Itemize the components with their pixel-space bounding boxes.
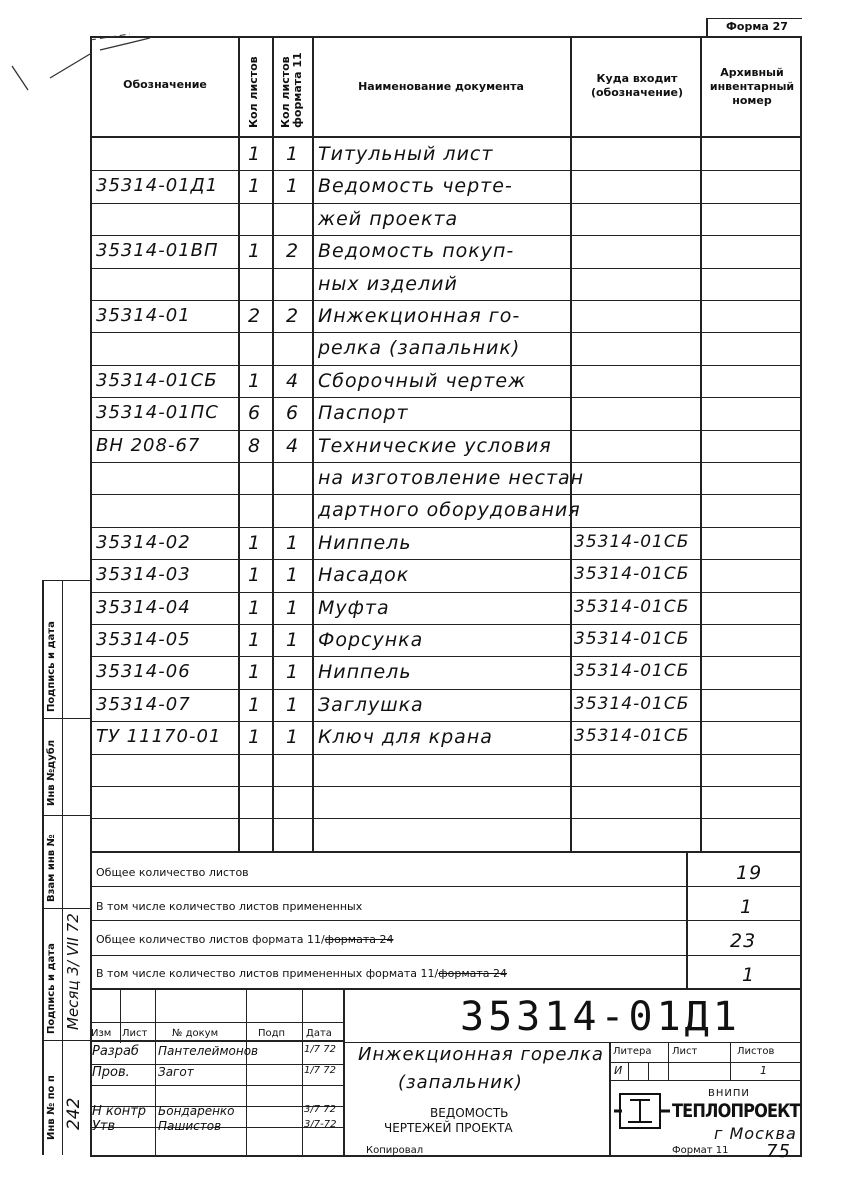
row-where-used: 35314-01СБ xyxy=(574,596,690,617)
org-small: ВНИПИ xyxy=(708,1088,750,1099)
summary-label-2: В том числе количество листов примененных xyxy=(96,900,363,913)
tb-h2 xyxy=(90,1040,345,1042)
row-divider xyxy=(90,462,802,463)
tb-v2 xyxy=(155,988,156,1155)
row-sheets: 6 xyxy=(248,402,262,425)
row-designation: 35314-07 xyxy=(96,693,191,715)
summary-value-4: 1 xyxy=(742,964,756,986)
form-box-top xyxy=(706,18,802,19)
doc-code: 35314-01Д1 xyxy=(460,994,741,1040)
header-format-count: Кол листов формата 11 xyxy=(279,52,304,128)
row-name: на изготовление нестан xyxy=(318,467,585,489)
header-sheet-count: Кол листов xyxy=(247,56,260,128)
header-doc-name: Наименование документа xyxy=(358,80,524,93)
strip-sep-3 xyxy=(42,908,92,909)
row-sheets: 1 xyxy=(248,175,262,198)
row-designation: 35314-05 xyxy=(96,629,191,650)
row-sheets: 2 xyxy=(248,305,262,327)
row-name: Ключ для крана xyxy=(318,726,493,749)
col-sep-5 xyxy=(700,36,702,851)
row-divider xyxy=(90,592,802,593)
row-designation: 35314-03 xyxy=(96,564,191,586)
tb-role: Пров. xyxy=(92,1065,130,1080)
row-name: релка (запальник) xyxy=(318,337,521,360)
row-sheets: 1 xyxy=(248,531,262,554)
strip-vzam-inv: Взам инв № xyxy=(46,834,57,902)
row-format: 1 xyxy=(286,564,300,587)
row-divider xyxy=(90,656,802,657)
row-sheets: 1 xyxy=(248,726,262,749)
row-designation: 35314-04 xyxy=(96,596,191,618)
row-name: Сборочный чертеж xyxy=(318,369,527,392)
row-designation: 35314-01СБ xyxy=(96,369,218,391)
summary-value-3: 23 xyxy=(730,930,757,952)
tb-h4 xyxy=(90,1085,345,1086)
tb-name: Пашистов xyxy=(158,1119,222,1133)
tb-v3 xyxy=(246,988,247,1155)
litera-value: И xyxy=(614,1064,623,1077)
row-where-used: 35314-01СБ xyxy=(574,661,690,682)
tb-right-h2 xyxy=(609,1062,802,1063)
tb-right-v1 xyxy=(609,1042,611,1155)
summary-line-3 xyxy=(90,955,802,956)
tb-col-izm: Изм xyxy=(91,1028,112,1039)
row-divider xyxy=(90,300,802,301)
tb-v4 xyxy=(302,988,303,1155)
row-format: 1 xyxy=(286,726,300,749)
row-divider xyxy=(90,689,802,690)
tb-col-docnum: № докум xyxy=(172,1028,219,1039)
row-divider xyxy=(90,332,802,333)
row-format: 1 xyxy=(286,693,300,716)
row-divider xyxy=(90,397,802,398)
strip-inv-dubl: Инв №дубл xyxy=(46,739,57,806)
row-designation: 35314-01 xyxy=(96,305,191,326)
row-divider xyxy=(90,818,802,819)
row-format: 1 xyxy=(286,596,300,619)
doc-type-1: ВЕДОМОСТЬ xyxy=(430,1106,509,1120)
row-sheets: 1 xyxy=(248,596,262,619)
row-where-used: 35314-01СБ xyxy=(574,693,690,714)
listov-value: 1 xyxy=(760,1064,767,1077)
tb-main-sep xyxy=(343,988,345,1155)
row-name: Паспорт xyxy=(318,402,409,425)
strip-sep-1 xyxy=(42,718,92,719)
row-format: 4 xyxy=(286,434,300,457)
tb-name: Пантелеймонов xyxy=(158,1044,259,1058)
tb-litera-cell-1 xyxy=(628,1062,629,1080)
row-divider xyxy=(90,494,802,495)
summary-label-1: Общее количество листов xyxy=(96,866,249,879)
strip-inv-handwritten: 242 xyxy=(64,1097,84,1130)
row-name: дартного оборудования xyxy=(318,499,581,522)
listov-label: Листов xyxy=(737,1046,775,1057)
tb-col-sign: Подп xyxy=(258,1028,286,1039)
strip-left xyxy=(42,580,44,1155)
row-name: Ниппель xyxy=(318,531,412,554)
summary-label-3: Общее количество листов формата 11/формата 24 xyxy=(96,933,394,946)
form-box-left xyxy=(706,18,708,36)
footer-page-mark: 75 xyxy=(766,1141,791,1162)
row-where-used: 35314-01СБ xyxy=(574,531,690,552)
col-sep-4 xyxy=(570,36,572,851)
tb-h1 xyxy=(90,1022,345,1023)
row-designation: 35314-02 xyxy=(96,531,191,553)
row-divider xyxy=(90,365,802,366)
row-designation: 35314-01Д1 xyxy=(96,175,219,197)
tb-right-v2 xyxy=(668,1042,669,1080)
row-name: Ведомость покуп- xyxy=(318,240,515,263)
tb-role: Н контр xyxy=(92,1104,147,1119)
row-designation: 35314-06 xyxy=(96,661,191,683)
header-bottom-line xyxy=(90,136,802,138)
row-divider xyxy=(90,430,802,431)
row-format: 1 xyxy=(286,629,300,651)
summary-line-2 xyxy=(90,920,802,921)
summary-label-4: В том числе количество листов примененных формата 11/формата 24 xyxy=(96,967,508,980)
list-label: Лист xyxy=(672,1046,698,1057)
strip-top xyxy=(42,580,92,581)
row-format: 1 xyxy=(286,531,300,554)
row-format: 1 xyxy=(286,661,300,684)
row-divider xyxy=(90,527,802,528)
row-where-used: 35314-01СБ xyxy=(574,564,690,585)
tb-v1 xyxy=(120,988,121,1043)
org-name: ТЕПЛОПРОЕКТ xyxy=(672,1100,800,1122)
row-divider xyxy=(90,786,802,787)
strip-sign-date-1: Подпись и дата xyxy=(46,621,57,712)
row-name: жей проекта xyxy=(318,207,459,230)
tb-role: Утв xyxy=(92,1119,116,1134)
row-name: Муфта xyxy=(318,596,390,619)
row-name: Форсунка xyxy=(318,629,424,651)
row-name: Ведомость чертe- xyxy=(318,175,513,198)
strip-sep-4 xyxy=(42,1040,92,1041)
row-name: ных изделий xyxy=(318,272,458,295)
row-divider xyxy=(90,721,802,722)
col-sep-3 xyxy=(312,36,314,851)
tb-date: 1/7 72 xyxy=(304,1044,336,1055)
product-name-2: (запальник) xyxy=(398,1072,523,1093)
row-name: Технические условия xyxy=(318,434,552,457)
row-designation: 35314-01ВП xyxy=(96,240,219,262)
tb-date: 3/7-72 xyxy=(304,1119,337,1130)
strip-sign-handwritten: Месяц 3/ VII 72 xyxy=(64,913,82,1030)
row-designation: ТУ 11170-01 xyxy=(96,726,222,748)
product-name-1: Инжекционная горелка xyxy=(358,1044,604,1065)
litera-label: Литера xyxy=(613,1046,652,1057)
row-divider xyxy=(90,268,802,269)
tb-right-v3 xyxy=(730,1042,731,1080)
city: г Москва xyxy=(714,1124,797,1143)
strip-inv-orig: Инв № по п xyxy=(46,1075,57,1140)
tb-date: 3/7 72 xyxy=(304,1104,336,1115)
row-sheets: 1 xyxy=(248,369,262,392)
row-divider xyxy=(90,624,802,625)
row-format: 6 xyxy=(286,402,300,425)
row-divider xyxy=(90,559,802,560)
row-designation: 35314-01ПС xyxy=(96,402,219,424)
row-name: Инжекционная го- xyxy=(318,305,521,327)
form-label: Форма 27 xyxy=(726,20,788,33)
row-name: Титульный лист xyxy=(318,143,494,165)
tb-litera-cell-2 xyxy=(648,1062,649,1080)
row-designation: ВН 208-67 xyxy=(96,434,201,456)
header-designation: Обозначение xyxy=(123,78,207,91)
row-format: 2 xyxy=(286,305,300,327)
strip-mid xyxy=(62,580,63,1155)
row-divider xyxy=(90,203,802,204)
row-sheets: 1 xyxy=(248,661,262,684)
row-sheets: 1 xyxy=(248,629,262,651)
row-format: 4 xyxy=(286,369,300,392)
row-where-used: 35314-01СБ xyxy=(574,726,690,747)
row-format: 2 xyxy=(286,240,300,263)
row-divider xyxy=(90,851,802,852)
summary-value-2: 1 xyxy=(740,896,754,918)
summary-value-1: 19 xyxy=(736,862,763,884)
teploproekt-logo-icon xyxy=(612,1086,672,1136)
row-format: 1 xyxy=(286,143,300,165)
footer-copied: Копировал xyxy=(366,1145,424,1156)
row-divider xyxy=(90,170,802,171)
tb-col-list: Лист xyxy=(122,1028,148,1039)
title-block-top xyxy=(90,988,802,990)
frame-top xyxy=(90,36,802,38)
col-sep-2 xyxy=(272,36,274,851)
row-sheets: 1 xyxy=(248,143,262,165)
row-name: Ниппель xyxy=(318,661,412,684)
tb-right-h1 xyxy=(343,1042,802,1043)
footer-format: Формат 11 xyxy=(672,1145,729,1156)
tb-date: 1/7 72 xyxy=(304,1065,336,1076)
col-sep-1 xyxy=(238,36,240,851)
row-divider xyxy=(90,754,802,755)
tb-role: Разраб xyxy=(92,1044,139,1059)
row-where-used: 35314-01СБ xyxy=(574,629,690,649)
row-sheets: 1 xyxy=(248,564,262,587)
strip-sep-2 xyxy=(42,815,92,816)
tb-right-h3 xyxy=(609,1080,802,1081)
row-divider xyxy=(90,235,802,236)
doc-type-2: ЧЕРТЕЖЕЙ ПРОЕКТА xyxy=(384,1121,513,1135)
header-where-used: Куда входит (обозначение) xyxy=(590,72,684,99)
row-sheets: 1 xyxy=(248,693,262,716)
row-name: Заглушка xyxy=(318,693,424,716)
row-format: 1 xyxy=(286,175,300,198)
row-sheets: 8 xyxy=(248,434,262,457)
tb-col-date: Дата xyxy=(306,1028,332,1039)
header-archive-no: Архивный инвентарный номер xyxy=(709,66,795,107)
tb-name: Загот xyxy=(158,1065,194,1079)
row-name: Насадок xyxy=(318,564,410,587)
strip-sign-date-2: Подпись и дата xyxy=(46,943,57,1034)
summary-line-1 xyxy=(90,886,802,887)
tb-name: Бондаренко xyxy=(158,1104,235,1118)
row-sheets: 1 xyxy=(248,240,262,263)
